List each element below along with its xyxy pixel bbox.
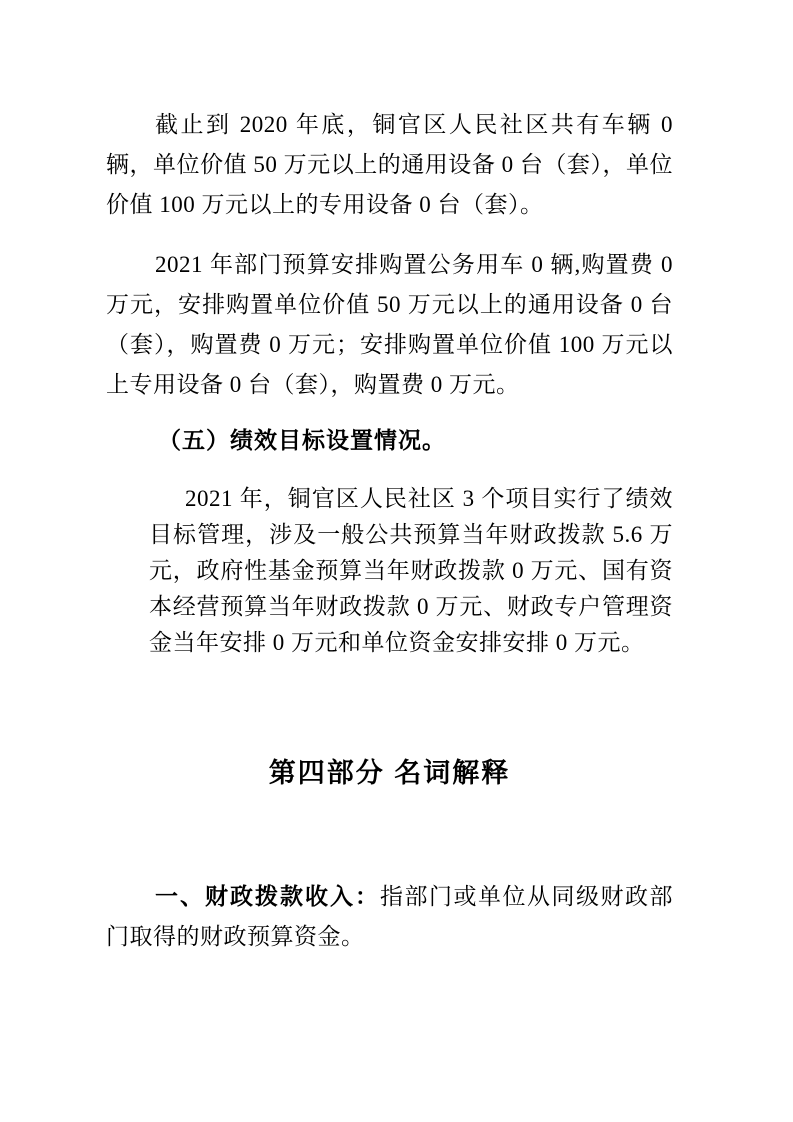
definition-text: 指部门或单位从同级财政部门取得的财政预算资金。	[106, 884, 673, 949]
definition-term: 一、财政拨款收入：	[155, 883, 380, 909]
paragraph-vehicles-2020: 截止到 2020 年底，铜官区人民社区共有车辆 0 辆，单位价值 50 万元以上的通用设备 0 台（套），单位价值 100 万元以上的专用设备 0 台（套）。	[106, 112, 673, 217]
heading-performance-targets: （五）绩效目标设置情况。	[158, 428, 446, 453]
section-title-part4: 第四部分 名词解释	[268, 758, 511, 788]
paragraph-budget-2021: 2021 年部门预算安排购置公务用车 0 辆,购置费 0 万元，安排购置单位价值 50 万元以上的通用设备 0 台（套），购置费 0 万元；安排购置单位价值 100 万元以上专用设备 0 台（套），购置费 0 万元。	[106, 252, 673, 397]
paragraph-performance-2021: 2021 年，铜官区人民社区 3 个项目实行了绩效目标管理，涉及一般公共预算当年财政拨款 5.6 万元，政府性基金预算当年财政拨款 0 万元、国有资本经营预算当年财政拨款 0 万元、财政专户管理资金当年安排 0 万元和单位资金安排安排 0 万元。	[149, 486, 673, 655]
paragraph-definition-fiscal-appropriation	[106, 876, 673, 957]
